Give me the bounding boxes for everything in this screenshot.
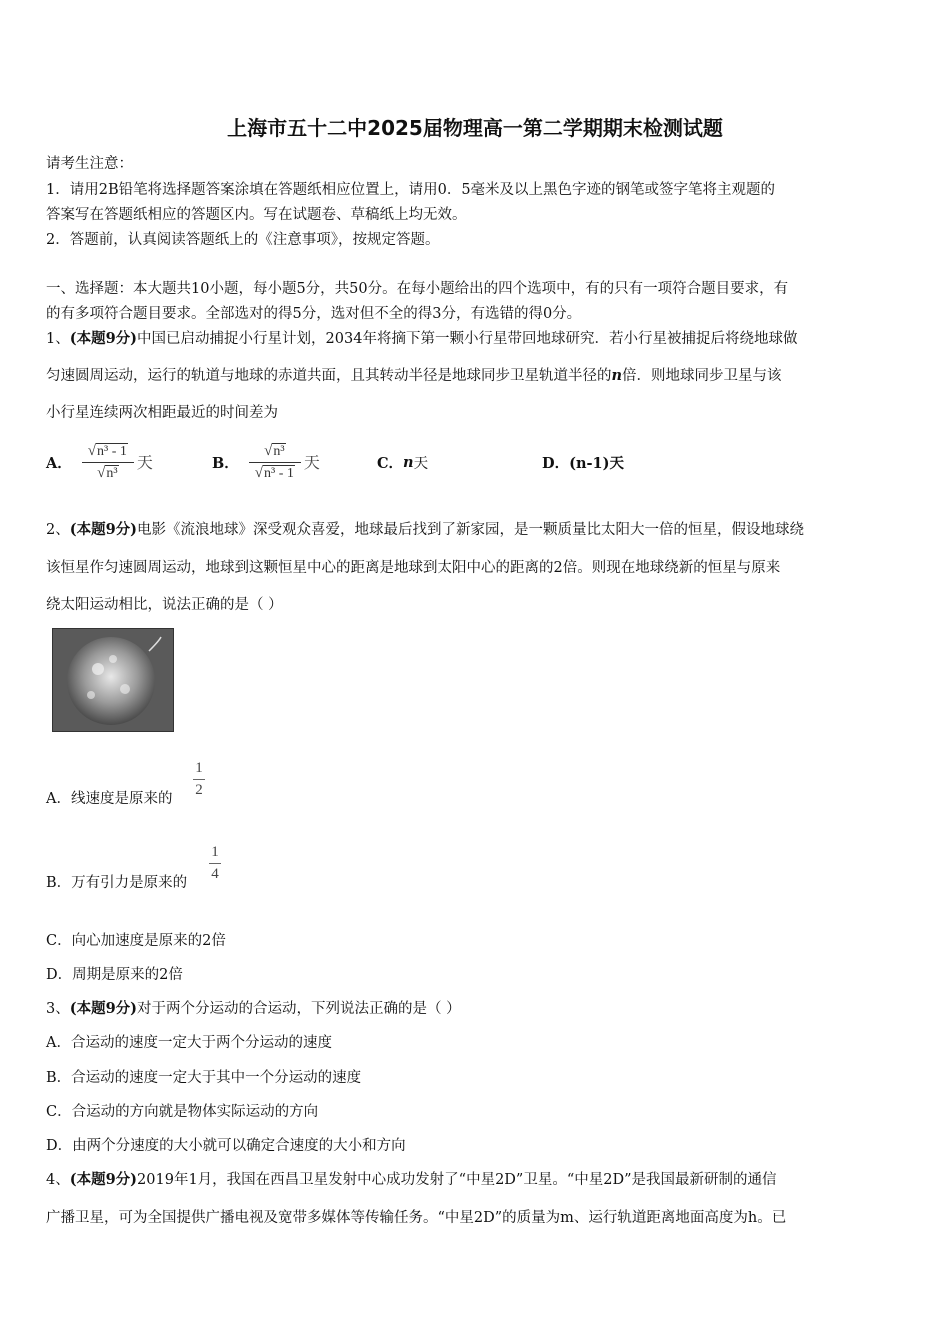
q1-line-3: 小行星连续两次相距最近的时间差为 — [46, 405, 278, 421]
q1-option-b-fraction: $\frac{\text{√n³}}{\text{√n³ - 1}}$ — [249, 443, 301, 482]
q3-option-b[interactable]: B．合运动的速度一定大于其中一个分运动的速度 — [46, 1070, 362, 1086]
q2-option-d[interactable]: D．周期是原来的2倍 — [46, 967, 183, 983]
q2-option-a-fraction: 1 2 — [193, 760, 205, 799]
star-icon — [53, 629, 173, 731]
q3-option-a[interactable]: A．合运动的速度一定大于两个分运动的速度 — [46, 1035, 332, 1051]
notice-item-2: 2．答题前，认真阅读答题纸上的《注意事项》，按规定答题。 — [46, 232, 440, 248]
page-title: 上海市五十二中2025届物理高一第二学期期末检测试题 — [227, 116, 723, 140]
q2-line-2: 该恒星作匀速圆周运动，地球到这颗恒星中心的距离是地球到太阳中心的距离的2倍。则现在地球绕新的恒星与原来 — [46, 560, 781, 576]
q2-option-b[interactable]: B．万有引力是原来的 — [46, 875, 188, 891]
q2-option-a[interactable]: A．线速度是原来的 — [46, 791, 173, 807]
q3-stem: 3、(本题9分)对于两个分运动的合运动，下列说法正确的是（ ） — [46, 1000, 461, 1017]
section-intro-line-2: 的有多项符合题目要求。全部选对的得5分，选对但不全的得3分，有选错的得0分。 — [46, 306, 582, 322]
q1-line-1 — [46, 327, 908, 348]
q3-option-c[interactable]: C．合运动的方向就是物体实际运动的方向 — [46, 1104, 319, 1120]
section-intro-line-1: 一、选择题：本大题共10小题，每小题5分，共50分。在每小题给出的四个选项中，有的只有一项符合题目要求，有 — [46, 281, 789, 297]
q2-line-1: 2、(本题9分)电影《流浪地球》深受观众喜爱，地球最后找到了新家园，是一颗质量比太阳大一倍的恒星，假设地球绕 — [46, 521, 805, 538]
star-image — [52, 628, 174, 732]
q1-prefix: 1、 — [46, 331, 70, 347]
q1-option-c[interactable]: C． n 天 — [377, 453, 429, 472]
notice-item-1-line-1: 1．请用2B铅笔将选择题答案涂填在答题纸相应位置上，请用0．5毫米及以上黑色字迹的钢笔或签字笔将主观题的 — [46, 182, 776, 198]
notice-heading: 请考生注意： — [46, 156, 133, 172]
q1-line-2: 匀速圆周运动，运行的轨道与地球的赤道共面，且其转动半径是地球同步卫星轨道半径的n倍．则地球同步卫星与该 — [46, 367, 782, 384]
q1-option-a[interactable]: A． $\frac{\text{√n³ - 1}}{\text{√n³}}$ 天 — [46, 442, 153, 481]
q1-option-b[interactable]: B． $\frac{\text{√n³}}{\text{√n³ - 1}}$ 天 — [212, 442, 320, 481]
q1-options — [46, 430, 908, 494]
q2-option-b-fraction: 1 4 — [209, 844, 221, 883]
q1-var-n: n — [611, 367, 623, 384]
q2-line-3: 绕太阳运动相比，说法正确的是（ ） — [46, 597, 283, 613]
q1-option-a-fraction: $\frac{\text{√n³ - 1}}{\text{√n³}}$ — [82, 443, 134, 482]
q4-line-1: 4、(本题9分)2019年1月，我国在西昌卫星发射中心成功发射了“中星2D”卫星。“中星2D”是我国最新研制的通信 — [46, 1171, 777, 1188]
q1-score: (本题9分) — [69, 330, 138, 347]
q1-stem-1: 中国已启动捕捉小行星计划，2034年将摘下第一颗小行星带回地球研究．若小行星被捕捉后将绕地球做 — [137, 331, 798, 347]
q2-option-c[interactable]: C．向心加速度是原来的2倍 — [46, 933, 226, 949]
q4-line-2: 广播卫星，可为全国提供广播电视及宽带多媒体等传输任务。“中星2D”的质量为m、运行轨道距离地面高度为h。已 — [46, 1210, 787, 1226]
q3-option-d[interactable]: D．由两个分速度的大小就可以确定合速度的大小和方向 — [46, 1138, 406, 1154]
notice-item-1-line-2: 答案写在答题纸相应的答题区内。写在试题卷、草稿纸上均无效。 — [46, 207, 467, 223]
q1-option-d[interactable]: D． (n-1)天 — [542, 454, 624, 472]
